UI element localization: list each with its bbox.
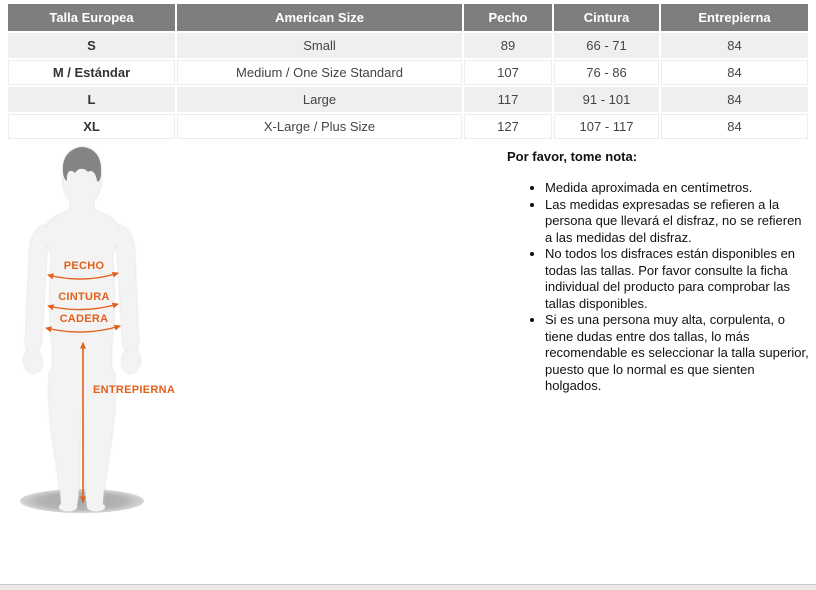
size-cell: M / Estándar xyxy=(8,60,175,85)
size-cell: S xyxy=(8,33,175,58)
waist-label: CINTURA xyxy=(58,291,110,303)
table-cell: 84 xyxy=(661,33,808,58)
table-cell: X-Large / Plus Size xyxy=(177,114,462,139)
size-cell: L xyxy=(8,87,175,112)
header-talla-europea: Talla Europea xyxy=(8,4,175,31)
note-item: • Las medidas expresadas se refieren a la persona que llevará el disfraz, no se refieren a las medidas del disfraz. xyxy=(545,197,811,247)
table-row-l xyxy=(8,87,808,112)
note-item: • Si es una persona muy alta, corpulenta, o tiene dudas entre dos tallas, lo más recomendable es seleccionar la talla superior, puesto que lo normal es que sienten holgados. xyxy=(545,312,811,395)
table-cell: 84 xyxy=(661,114,808,139)
table-cell: 127 xyxy=(464,114,552,139)
table-row-m xyxy=(8,60,808,85)
body-shape xyxy=(22,147,141,512)
chest-label: PECHO xyxy=(63,260,105,272)
inseam-label: ENTREPIERNA xyxy=(93,384,176,396)
header-entrepierna: Entrepierna xyxy=(661,4,808,31)
table-cell: Medium / One Size Standard xyxy=(177,60,462,85)
table-row-s xyxy=(8,33,808,58)
bottom-divider xyxy=(0,584,816,590)
body-silhouette-figure xyxy=(0,141,200,581)
note-item: • Medida aproximada en centímetros. xyxy=(545,180,811,197)
table-cell: 117 xyxy=(464,87,552,112)
notes-list xyxy=(507,180,811,395)
notes-section xyxy=(507,149,811,395)
floor-shadow xyxy=(20,489,144,513)
table-header-row xyxy=(8,4,808,31)
table-cell: 89 xyxy=(464,33,552,58)
table-cell: 66 - 71 xyxy=(554,33,659,58)
table-cell: 76 - 86 xyxy=(554,60,659,85)
notes-title: Por favor, tome nota: xyxy=(507,149,638,164)
hip-label: CADERA xyxy=(59,313,109,325)
table-cell: Small xyxy=(177,33,462,58)
size-guide-page xyxy=(0,2,816,590)
table-row-xl xyxy=(8,114,808,139)
header-cintura: Cintura xyxy=(554,4,659,31)
size-chart-table xyxy=(6,2,810,141)
header-american-size: American Size xyxy=(177,4,462,31)
body-measurement-diagram xyxy=(0,141,200,581)
table-cell: 84 xyxy=(661,60,808,85)
table-cell: 107 - 117 xyxy=(554,114,659,139)
table-cell: 107 xyxy=(464,60,552,85)
table-cell: Large xyxy=(177,87,462,112)
table-cell: 84 xyxy=(661,87,808,112)
size-cell: XL xyxy=(8,114,175,139)
header-pecho: Pecho xyxy=(464,4,552,31)
note-item: • No todos los disfraces están disponibles en todas las tallas. Por favor consulte la ficha individual del producto para comprobar las tallas disponibles. xyxy=(545,246,811,312)
table-cell: 91 - 101 xyxy=(554,87,659,112)
